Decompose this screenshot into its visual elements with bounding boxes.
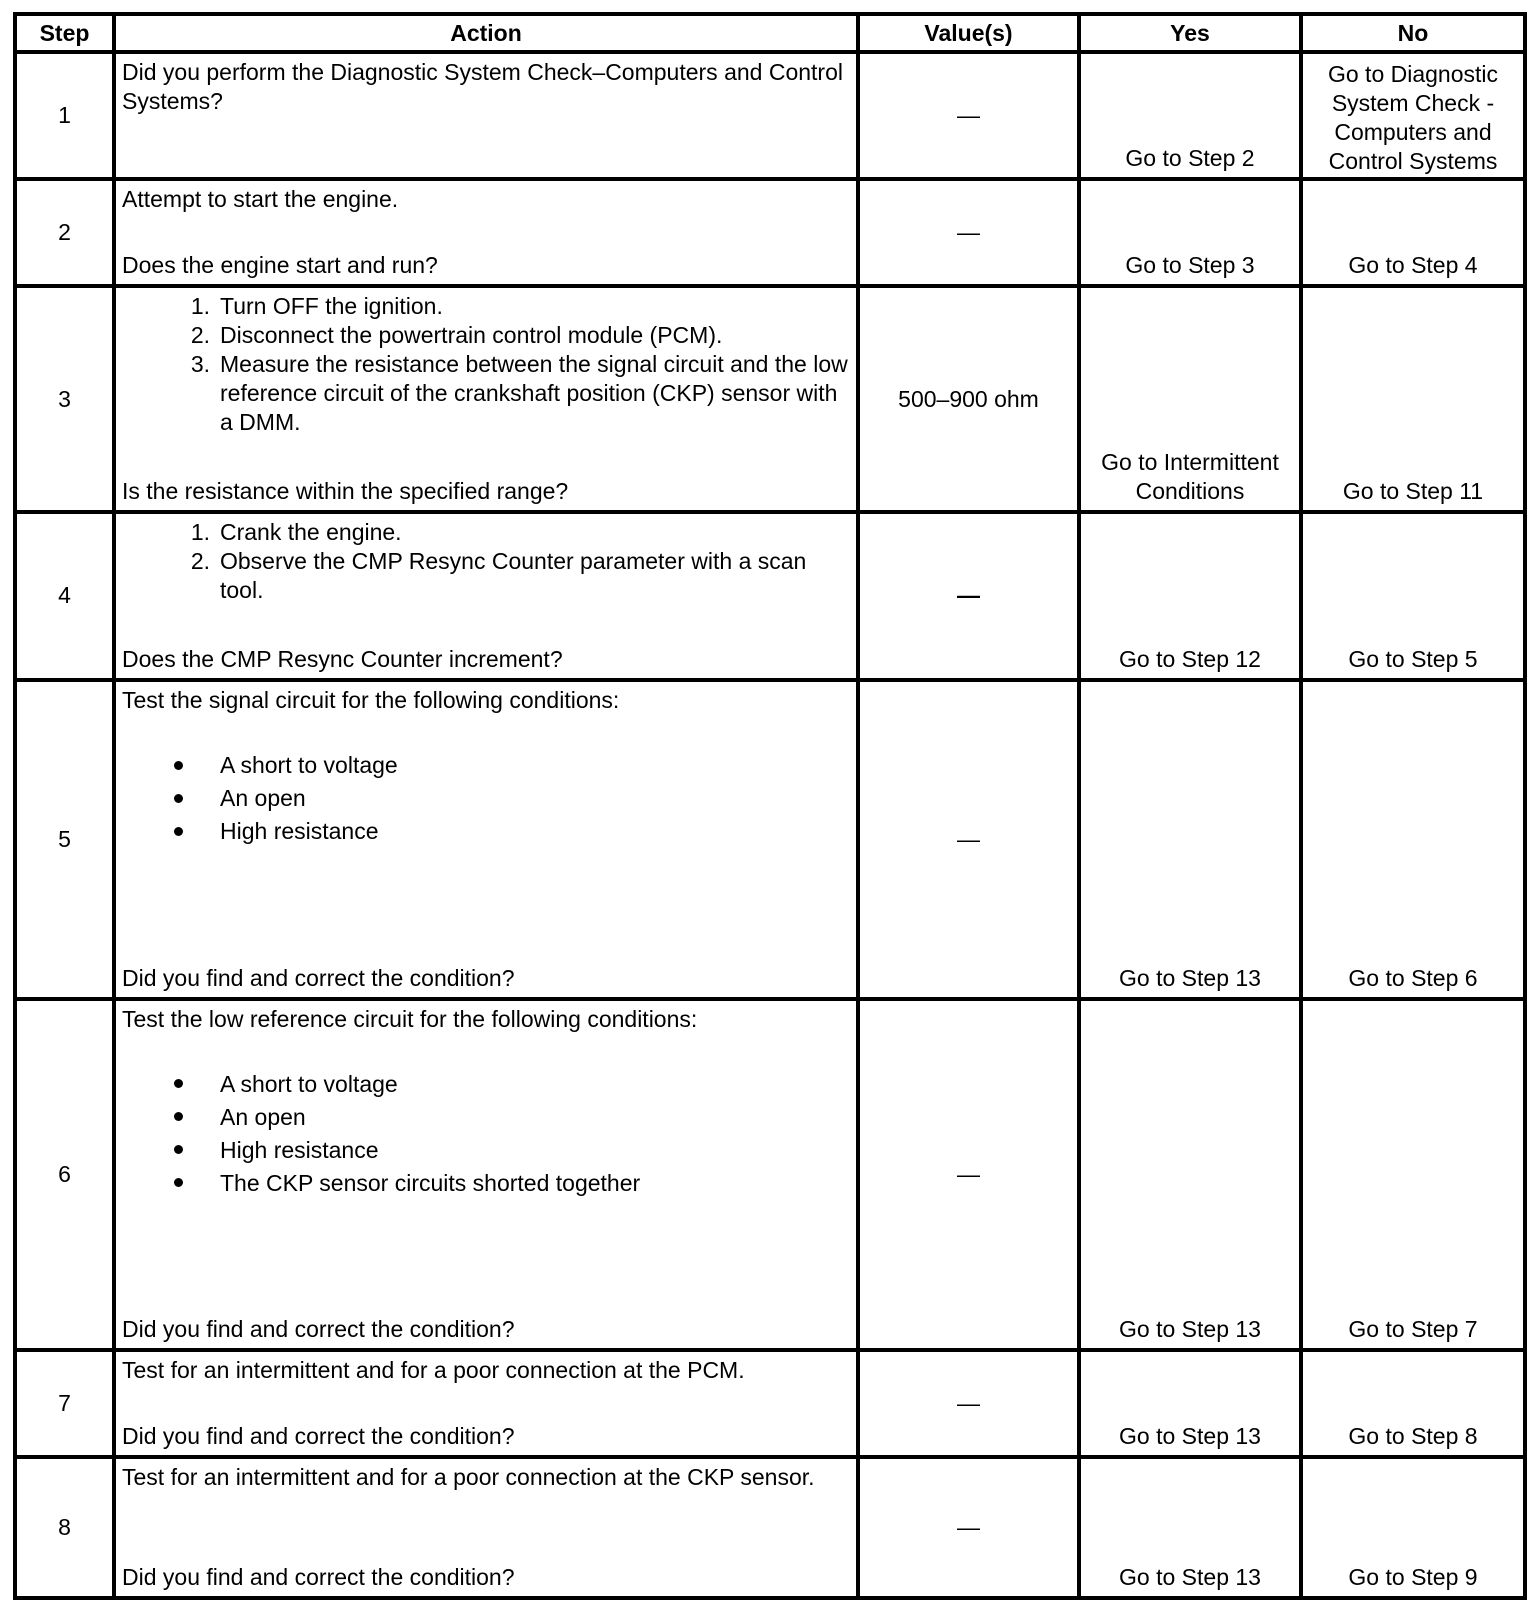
action-intro: Attempt to start the engine. <box>122 186 399 213</box>
table-row <box>15 52 1525 179</box>
action-question: Does the CMP Resync Counter increment? <box>122 645 563 672</box>
table-row <box>15 999 1525 1350</box>
action-intro: Test the signal circuit for the following conditions: <box>122 686 620 713</box>
action-cell <box>114 52 858 179</box>
bullet-text: High resistance <box>220 1136 379 1163</box>
yes-cell: Go to Step 13 <box>1079 1457 1301 1598</box>
yes-cell: Go to Step 2 <box>1079 52 1301 179</box>
header-values: Value(s) <box>858 14 1079 52</box>
action-cell <box>114 1457 858 1598</box>
step-number: 2 <box>15 179 114 286</box>
list-number: 2. <box>190 548 210 575</box>
list-number: 3. <box>190 351 210 378</box>
list-number: 1. <box>190 519 210 546</box>
header-row <box>15 14 1525 52</box>
yes-cell: Go to Step 3 <box>1079 179 1301 286</box>
header-yes: Yes <box>1079 14 1301 52</box>
no-cell: Go to Step 11 <box>1301 286 1525 512</box>
list-item <box>122 1134 850 1167</box>
list-text: Crank the engine. <box>220 519 402 546</box>
bullet-text: The CKP sensor circuits shorted together <box>220 1169 641 1196</box>
table-row <box>15 1457 1525 1598</box>
value-cell: — <box>858 1457 1079 1598</box>
step-number: 8 <box>15 1457 114 1598</box>
action-question: Did you find and correct the condition? <box>122 964 515 991</box>
value-cell: 500–900 ohm <box>858 286 1079 512</box>
bullet-icon <box>174 1079 183 1088</box>
list-item <box>122 321 850 350</box>
action-intro: Did you perform the Diagnostic System Check–Computers and Control Systems? <box>122 59 843 114</box>
no-cell: Go to Step 4 <box>1301 179 1525 286</box>
no-cell: Go to Step 7 <box>1301 999 1525 1350</box>
bullet-text: A short to voltage <box>220 1070 398 1097</box>
list-item <box>122 782 850 815</box>
no-cell: Go to Step 6 <box>1301 680 1525 999</box>
value-cell: — <box>858 1350 1079 1457</box>
list-item <box>122 518 850 547</box>
action-question: Did you find and correct the condition? <box>122 1315 515 1342</box>
no-text: Go to Diagnostic System Check - Computers and Control Systems <box>1327 61 1499 174</box>
diagnostic-table <box>13 12 1527 1600</box>
step-number: 5 <box>15 680 114 999</box>
bullet-icon <box>174 794 183 803</box>
action-cell <box>114 512 858 680</box>
action-cell <box>114 1350 858 1457</box>
no-cell: Go to Step 8 <box>1301 1350 1525 1457</box>
action-cell <box>114 680 858 999</box>
list-text: Measure the resistance between the signal circuit and the low reference circuit of the crankshaft position (CKP) sensor with a DMM. <box>220 351 848 436</box>
header-action: Action <box>114 14 858 52</box>
step-number: 4 <box>15 512 114 680</box>
value-cell: — <box>858 999 1079 1350</box>
bullet-icon <box>174 1178 183 1187</box>
bullet-icon <box>174 1112 183 1121</box>
table-row <box>15 179 1525 286</box>
numbered-list <box>122 292 850 437</box>
list-item <box>122 1068 850 1101</box>
list-number: 1. <box>190 293 210 320</box>
table-row <box>15 1350 1525 1457</box>
yes-cell: Go to Step 13 <box>1079 680 1301 999</box>
bullet-list <box>122 749 850 848</box>
list-text: Observe the CMP Resync Counter parameter with a scan tool. <box>220 548 807 604</box>
table-row <box>15 680 1525 999</box>
table-row <box>15 512 1525 680</box>
action-question: Does the engine start and run? <box>122 252 438 279</box>
step-number: 7 <box>15 1350 114 1457</box>
list-text: Turn OFF the ignition. <box>220 293 443 320</box>
action-intro: Test the low reference circuit for the following conditions: <box>122 1005 698 1032</box>
value-cell: — <box>858 680 1079 999</box>
bullet-text: An open <box>220 784 306 811</box>
bullet-icon <box>174 827 183 836</box>
yes-cell: Go to Step 13 <box>1079 1350 1301 1457</box>
step-number: 6 <box>15 999 114 1350</box>
action-intro: Test for an intermittent and for a poor connection at the CKP sensor. <box>122 1463 815 1490</box>
list-item <box>122 350 850 437</box>
list-item <box>122 1167 850 1200</box>
action-cell <box>114 179 858 286</box>
list-item <box>122 749 850 782</box>
table-row <box>15 286 1525 512</box>
yes-cell <box>1079 286 1301 512</box>
list-number: 2. <box>190 322 210 349</box>
yes-cell: Go to Step 13 <box>1079 999 1301 1350</box>
numbered-list <box>122 518 850 605</box>
bullet-icon <box>174 761 183 770</box>
header-no: No <box>1301 14 1525 52</box>
action-question: Is the resistance within the specified range? <box>122 478 569 505</box>
action-cell <box>114 286 858 512</box>
bullet-text: An open <box>220 1103 306 1130</box>
yes-text: Go to Intermittent Conditions <box>1101 449 1279 505</box>
yes-cell: Go to Step 12 <box>1079 512 1301 680</box>
list-item <box>122 292 850 321</box>
value-cell: — <box>858 52 1079 179</box>
no-cell <box>1301 52 1525 179</box>
action-cell <box>114 999 858 1350</box>
list-text: Disconnect the powertrain control module (PCM). <box>220 322 723 349</box>
action-question: Did you find and correct the condition? <box>122 1422 515 1449</box>
bullet-list <box>122 1068 850 1200</box>
list-item <box>122 815 850 848</box>
list-item <box>122 1101 850 1134</box>
bullet-text: High resistance <box>220 817 379 844</box>
bullet-text: A short to voltage <box>220 751 398 778</box>
value-cell: — <box>858 512 1079 680</box>
action-question: Did you find and correct the condition? <box>122 1564 515 1590</box>
bullet-icon <box>174 1145 183 1154</box>
step-number: 3 <box>15 286 114 512</box>
step-number: 1 <box>15 52 114 179</box>
action-intro: Test for an intermittent and for a poor connection at the PCM. <box>122 1356 745 1383</box>
header-step: Step <box>15 14 114 52</box>
no-cell: Go to Step 9 <box>1301 1457 1525 1598</box>
list-item <box>122 547 850 605</box>
value-cell: — <box>858 179 1079 286</box>
no-cell: Go to Step 5 <box>1301 512 1525 680</box>
